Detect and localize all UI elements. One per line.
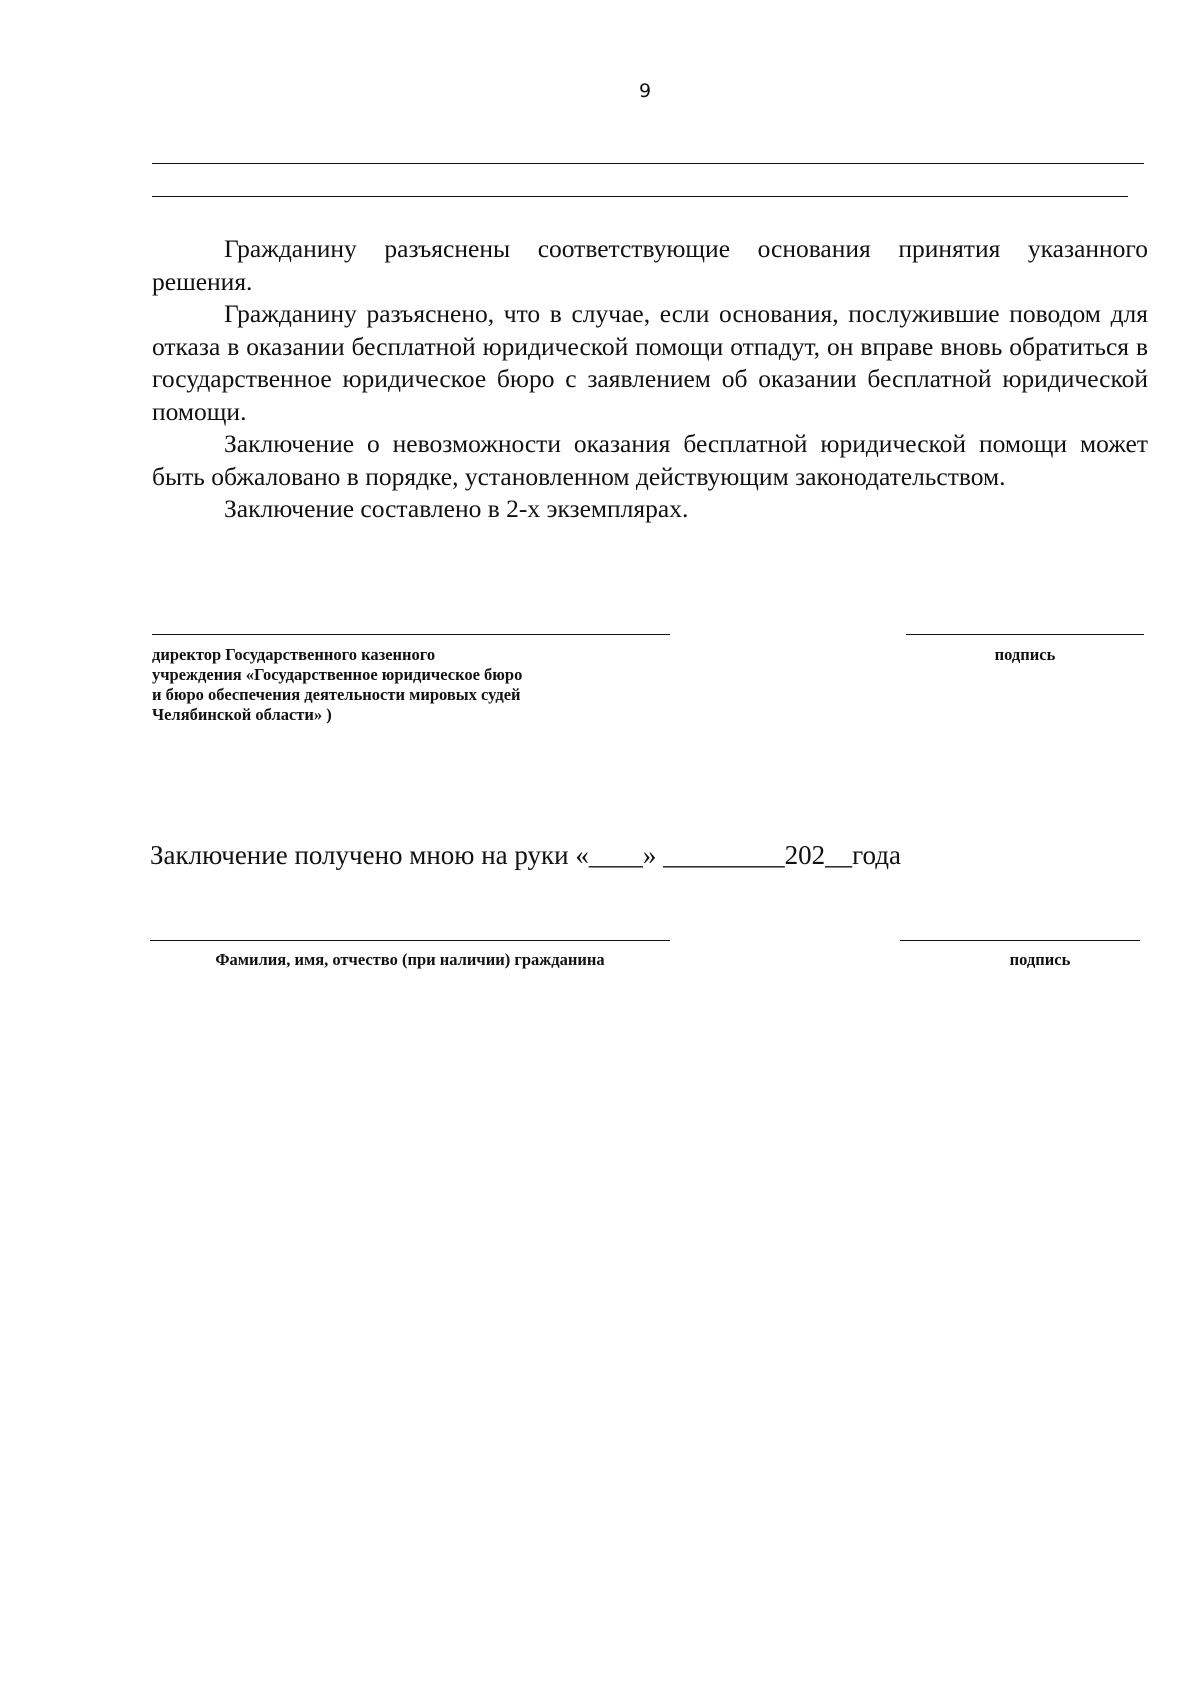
blank-line-top-2 — [152, 196, 1128, 197]
director-title-block — [152, 645, 712, 725]
director-title-line: и бюро обеспечения деятельности мировых судей — [152, 685, 521, 704]
body-text — [152, 233, 1148, 526]
director-title-line: директор Государственного казенного — [152, 645, 436, 664]
citizen-name-label: Фамилия, имя, отчество (при наличии) гражданина — [215, 950, 605, 969]
director-title-line: учреждения «Государственное юридическое бюро — [152, 665, 523, 684]
director-signature-line — [906, 634, 1144, 635]
paragraph-right-to-reapply: Гражданину разъяснено, что в случае, если основания, послужившие поводом для отказа в оказании бесплатной юридической помощи отпадут, он вправе вновь обратиться в государственное юридическое бюро с заявлением об оказании бесплатной юридической помощи. — [152, 299, 1148, 426]
director-name-line — [152, 634, 670, 635]
director-signature-label: подпись — [994, 645, 1056, 664]
citizen-signature-line — [900, 940, 1140, 941]
paragraph-appeal: Заключение о невозможности оказания бесплатной юридической помощи может быть обжаловано в порядке, установленном действующим законодательством. — [152, 429, 1148, 491]
blank-line-top-1 — [152, 163, 1144, 164]
received-by-line: Заключение получено мною на руки «____» _________202__года — [150, 840, 901, 870]
citizen-signature-label: подпись — [1009, 950, 1071, 969]
paragraph-grounds-explained: Гражданину разъяснены соответствующие основания принятия указанного решения. — [152, 234, 1148, 296]
page-number: 9 — [638, 80, 652, 102]
director-title-line: Челябинской области» ) — [152, 705, 332, 724]
paragraph-copies: Заключение составлено в 2-х экземплярах. — [224, 494, 689, 523]
citizen-name-line — [150, 940, 670, 941]
